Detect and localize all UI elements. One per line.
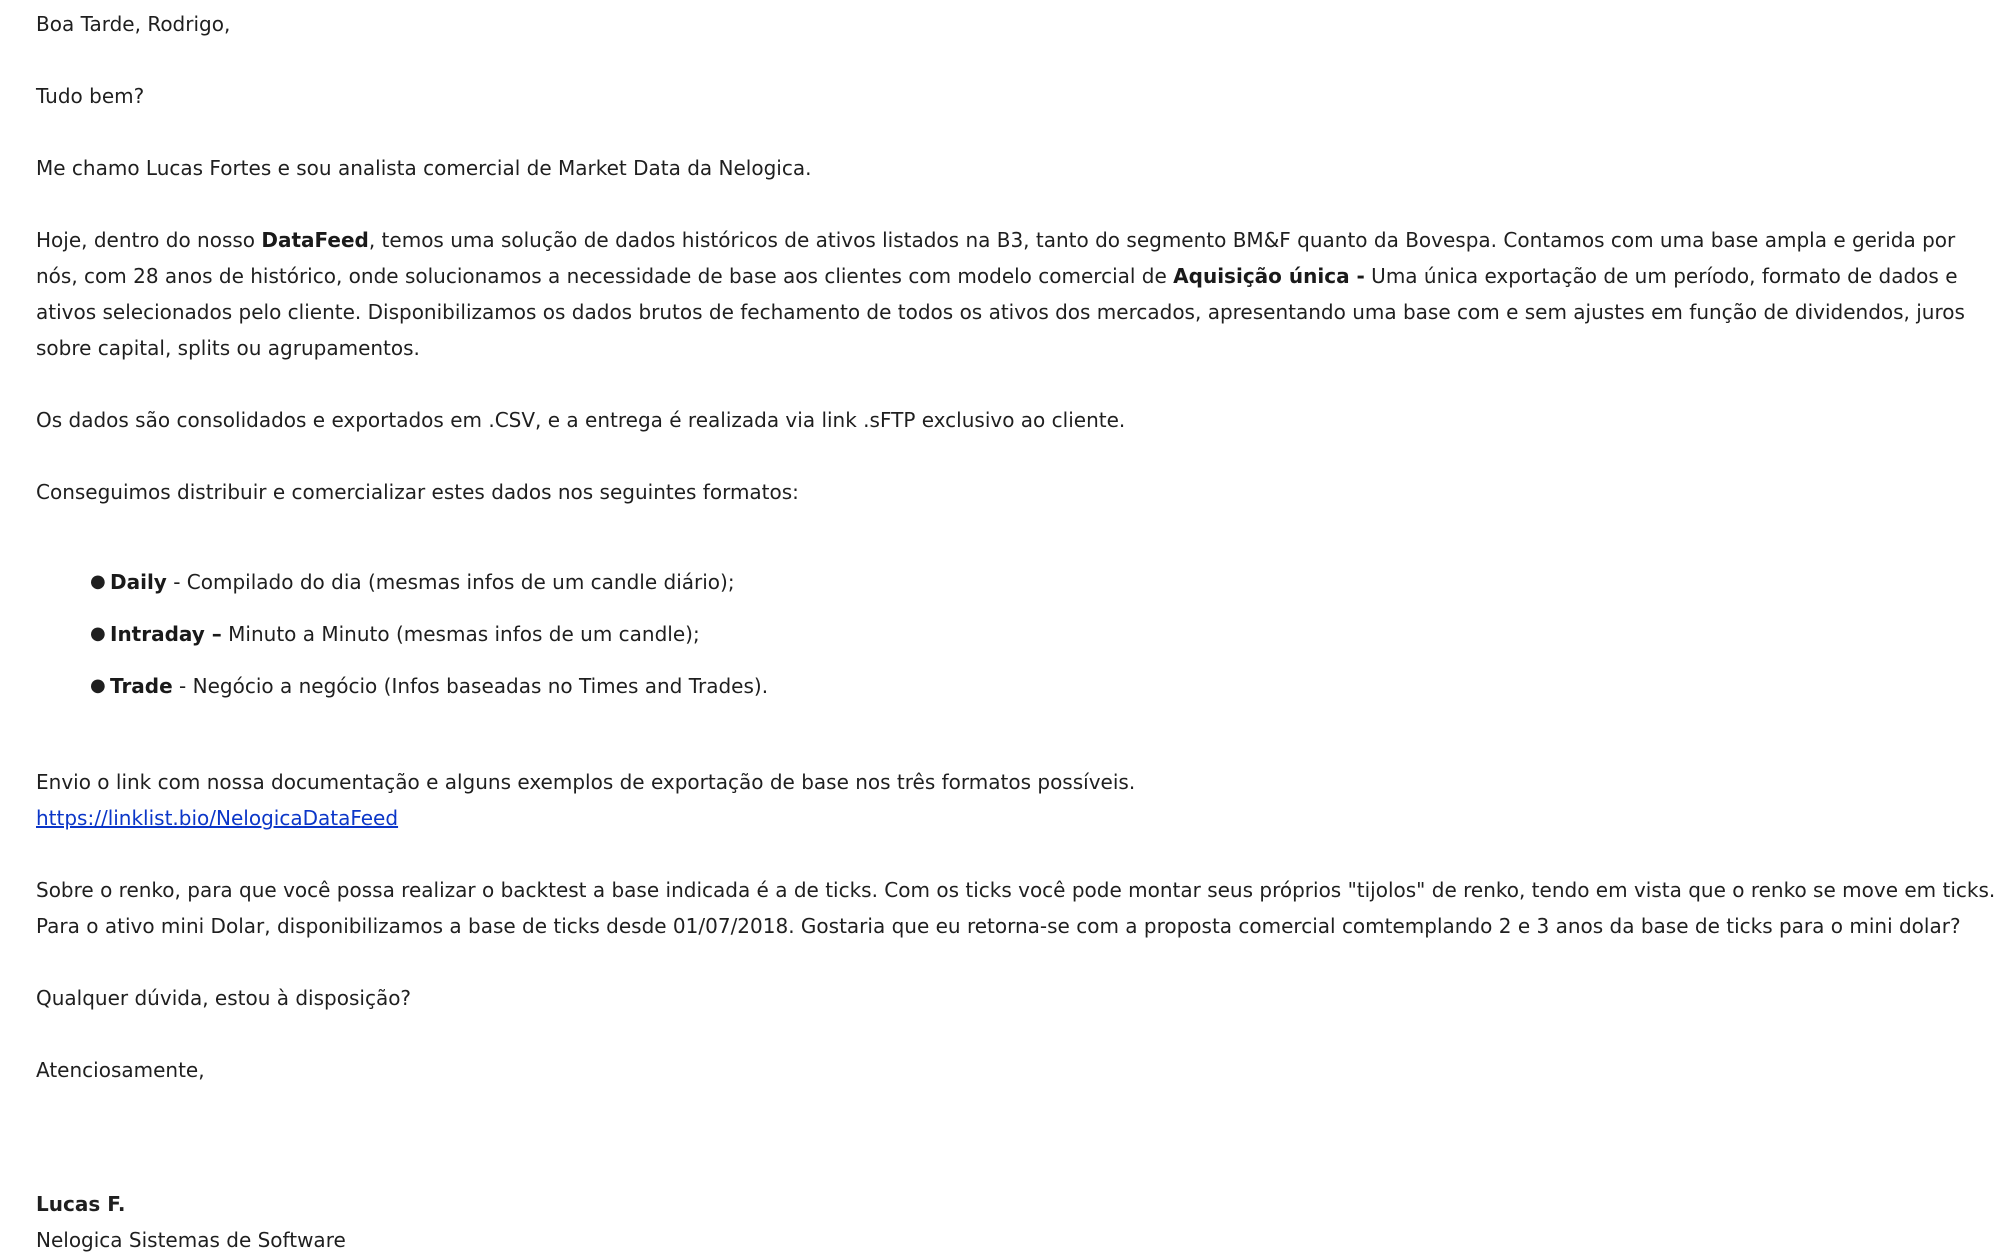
documentation-link-line [36,800,1996,836]
datafeed-text-end: Uma única exportação de um período, formato de dados e ativos selecionados pelo cliente. Disponibilizamos os dados brutos de fechamento de todos os ativos dos mercados, apresentando uma base com e sem ajustes em função de dividendos, juros sobre capital, splits ou agrupamentos. [36,264,1965,360]
signature-block [36,1186,1996,1258]
datafeed-text-start: Hoje, dentro do nosso [36,228,262,252]
sign-off: Atenciosamente, [36,1058,205,1082]
formats-intro: Conseguimos distribuir e comercializar estes dados nos seguintes formatos: [36,480,799,504]
format-name: Daily [110,570,167,594]
greeting-line: Boa Tarde, Rodrigo, [36,12,231,36]
intro-paragraph: Me chamo Lucas Fortes e sou analista comercial de Market Data da Nelogica. [36,156,812,180]
datafeed-text-middle: , temos uma solução de dados históricos de ativos listados na B3, tanto do segmento BM&F quanto da Bovespa. Contamos com uma base ampla e gerida por nós, com 28 anos de histórico, onde solucionamos a necessidade de base aos clientes com modelo comercial de [36,228,1956,288]
documentation-intro: Envio o link com nossa documentação e alguns exemplos de exportação de base nos três formatos possíveis. [36,770,1136,794]
signature-company: Nelogica Sistemas de Software [36,1228,346,1252]
format-separator: - [172,674,193,698]
signature-name: Lucas F. [36,1192,126,1216]
format-name: Intraday – [110,622,222,646]
format-description: Negócio a negócio (Infos baseadas no Times and Trades). [192,674,769,698]
list-item [90,556,1996,608]
format-separator: - [166,570,187,594]
format-description: Minuto a Minuto (mesmas infos de um candle); [228,622,700,646]
email-body [36,6,1996,1258]
format-name: Trade [110,674,173,698]
delivery-paragraph: Os dados são consolidados e exportados em .CSV, e a entrega é realizada via link .sFTP exclusivo ao cliente. [36,408,1126,432]
list-item [90,608,1996,660]
commercial-model-name: Aquisição única - [1173,264,1365,288]
bullet-icon: ● [90,623,106,644]
how-are-you-line: Tudo bem? [36,84,145,108]
bullet-icon: ● [90,571,106,592]
closing-question: Qualquer dúvida, estou à disposição? [36,986,412,1010]
datafeed-paragraph [36,222,1996,366]
list-item [90,660,1996,712]
documentation-link[interactable]: https://linklist.bio/NelogicaDataFeed [36,806,399,830]
datafeed-product-name: DataFeed [261,228,369,252]
formats-list [36,556,1996,712]
bullet-icon: ● [90,675,106,696]
format-description: Compilado do dia (mesmas infos de um candle diário); [186,570,735,594]
renko-paragraph: Sobre o renko, para que você possa realizar o backtest a base indicada é a de ticks. Com os ticks você pode montar seus próprios "tijolos" de renko, tendo em vista que o renko se move em ticks. Para o ativo mini Dolar, disponibilizamos a base de ticks desde 01/07/2018. Gostaria que eu retorna-se com a proposta comercial comtemplando 2 e 3 anos da base de ticks para o mini dolar? [36,878,1996,938]
